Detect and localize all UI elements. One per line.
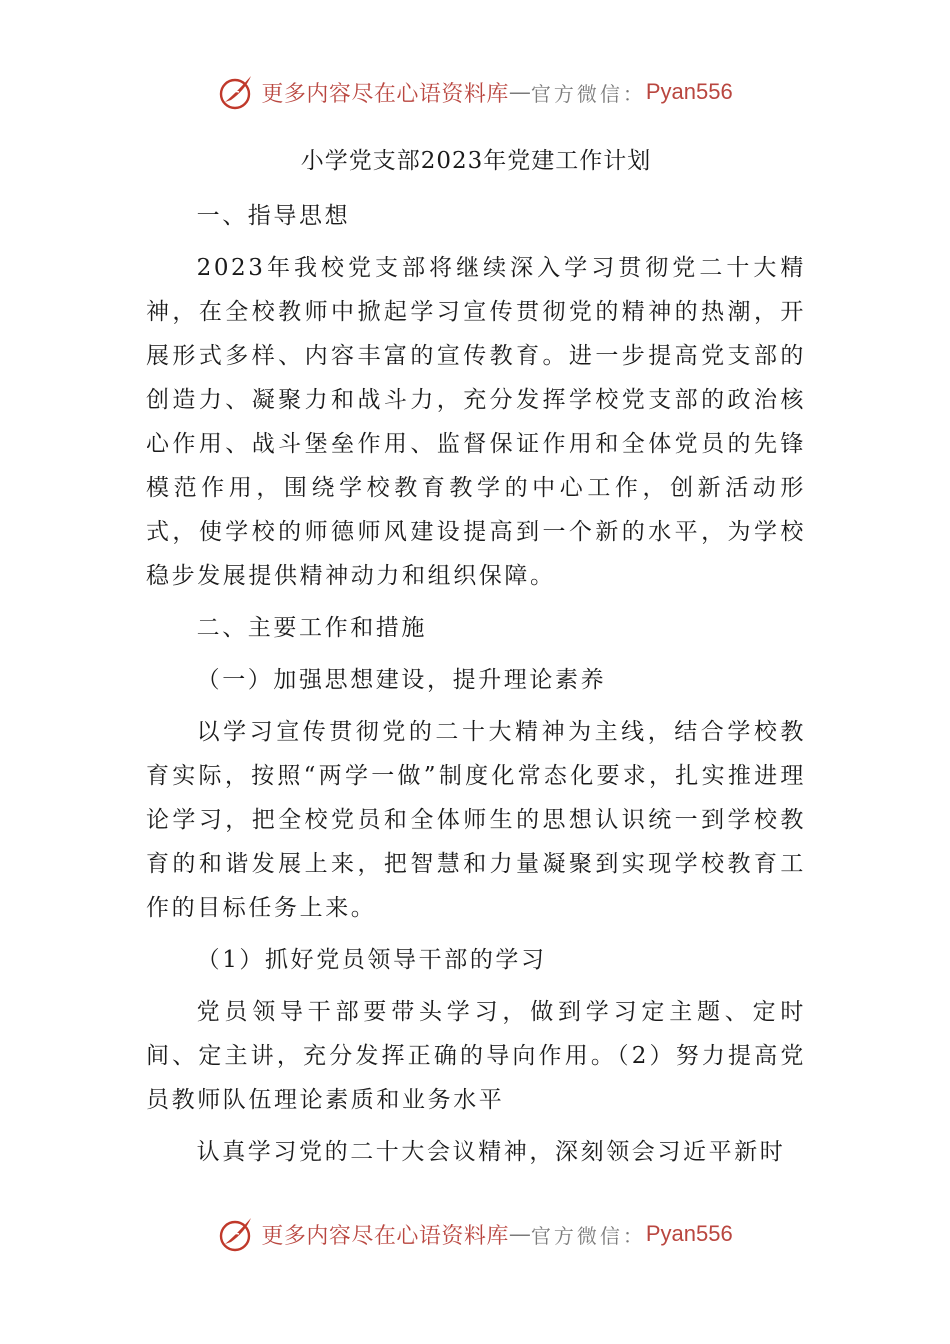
banner-separator: —	[508, 1221, 531, 1247]
header-banner	[0, 70, 950, 114]
banner-label: 官方微信：	[530, 1223, 646, 1248]
banner-wechat-id: Pyan556	[645, 1221, 733, 1246]
section-heading-1: 一、指导思想	[196, 203, 351, 229]
banner-separator: —	[508, 79, 531, 105]
paragraph-1: 2023年我校党支部将继续深入学习贯彻党二十大精神，在全校教师中掀起学习宣传贯彻党的精神的热潮，开展形式多样、内容丰富的宣传教育。进一步提高党支部的创造力、凝聚力和战斗力，充分发挥学校党支部的政治核心作用、战斗堡垒作用、监督保证作用和全体党员的先锋模范作用，围绕学校教育教学的中心工作，创新活动形式，使学校的师德师风建设提高到一个新的水平，为学校稳步发展提供精神动力和组织保障。	[146, 255, 806, 589]
banner-text: 更多内容尽在心语资料库	[261, 81, 509, 107]
paragraph-4: 认真学习党的二十大会议精神，深刻领会习近平新时	[196, 1139, 786, 1165]
quill-logo-icon	[217, 1214, 257, 1254]
quill-logo-icon	[217, 72, 257, 112]
paragraph-3: 党员领导干部要带头学习，做到学习定主题、定时间、定主讲，充分发挥正确的导向作用。（2）努力提高党员教师队伍理论素质和业务水平	[146, 999, 806, 1113]
document-body	[146, 136, 806, 1174]
subsection-heading-1: （一）加强思想建设，提升理论素养	[196, 667, 607, 693]
paragraph-2: 以学习宣传贯彻党的二十大精神为主线，结合学校教育实际，按照“两学一做”制度化常态化要求，扎实推进理论学习，把全校党员和全体师生的思想认识统一到学校教育的和谐发展上来，把智慧和力量凝聚到实现学校教育工作的目标任务上来。	[146, 719, 806, 921]
banner-wechat-id: Pyan556	[645, 79, 733, 104]
document-title: 小学党支部2023年党建工作计划	[300, 148, 652, 174]
banner-label: 官方微信：	[530, 81, 646, 106]
item-heading-1: （1）抓好党员领导干部的学习	[196, 947, 547, 973]
section-heading-2: 二、主要工作和措施	[196, 615, 427, 641]
footer-banner	[0, 1212, 950, 1256]
banner-text: 更多内容尽在心语资料库	[261, 1223, 509, 1249]
